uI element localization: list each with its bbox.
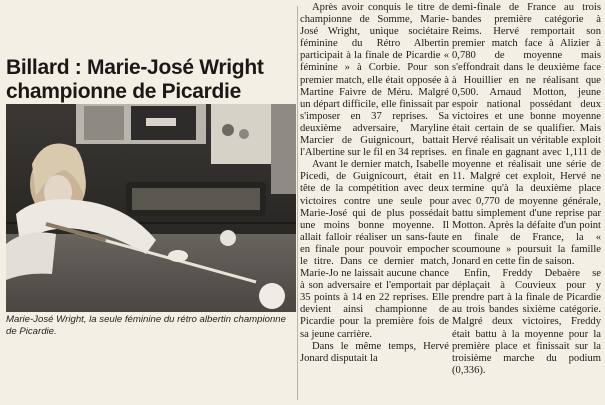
paragraph: Après avoir conquis le titre de championne de Somme, Marie-José Wright, unique sociétaire féminine du Rétro Albertin participait à la finale de Picardie « féminine » à Corbie. Pour son premier match, elle était opposée à Martine Faivre de Méru. Malgré un départ difficile, elle finissait par s'imposer en 37 reprises. Sa deuxième adversaire, Maryline Marcier de Guignicourt, battait l'Albertine sur le fil en 34 reprises. [300,2,449,159]
billiards-photo-illustration [6,104,296,312]
paragraph: Dans le même temps, Hervé Jonard disputait la [300,340,449,364]
photo-caption: Marie-José Wright, la seule féminine du rétro albertin championne de Picardie. [6,314,286,337]
paragraph: Enfin, Freddy Debaère se déplaçait à Couvieux pour y prendre part à la finale de Picardie au trois bandes sixième catégorie. Malgré deux victoires, Freddy était battu à la moyenne pour la première place et finissait sur la troisième marche du podium (0,336). [452,268,601,376]
headline [6,56,296,104]
headline-line-1: Billard : Marie-José Wright [6,56,264,79]
article-photo [6,104,296,312]
column-divider [297,6,298,400]
article-column-1 [300,2,449,402]
paragraph: demi-finale de France au trois bandes première catégorie à Reims. Hervé remportait son premier match face à Alizier à 0,780 de moyenne mais s'effondrait dans le deuxième face à Houillier en ne réalisant que 0,500. Arnaud Motton, jeune espoir national possédant deux victoires et une bonne moyenne était certain de se qualifier. Mais Hervé réalisait un véritable exploit en finale en gagnant avec 1,111 de moyenne et réalisait une série de 11. Malgré cet exploit, Hervé ne termine qu'à la deuxième place avec 0,770 de moyenne générale, battu simplement d'une reprise par Motton. Après la défaite d'un point en finale de France, la « scoumoune » poursuit la famille Jonard en cette fin de saison. [452,2,601,267]
paragraph: Avant le dernier match, Isabelle Picedi, de Guignicourt, était en tête de la compétition avec deux victoires contre une seule pour Marie-José qui de plus possédait une moins bonne moyenne. Il allait falloir réaliser un sans-faute en finale pour pouvoir empocher le titre. Dans ce dernier match, Marie-Jo ne laissait aucune chance à son adversaire et l'emportait par 35 points à 14 en 22 reprises. Elle devient ainsi championne de Picardie pour la première fois de sa jeune carrière. [300,159,449,340]
headline-line-2: championne de Picardie [6,80,241,103]
article-column-2 [452,2,601,402]
